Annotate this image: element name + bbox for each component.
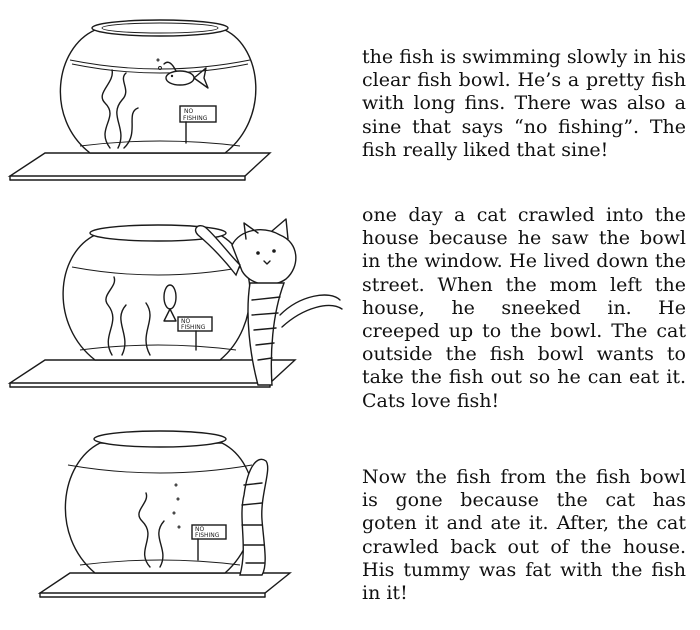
svg-text:FISHING: FISHING	[195, 532, 220, 539]
illustration-empty-bowl	[0, 425, 350, 625]
fishbowl-drawing-2	[0, 205, 350, 405]
fishbowl	[60, 30, 255, 153]
svg-text:NO: NO	[181, 318, 191, 325]
bowl-rim	[94, 431, 226, 447]
svg-text:NO: NO	[195, 526, 205, 533]
story-paragraph-2: one day a cat crawled into the house because he saw the bowl in the window. He lived down the street. When the mom left the house, he sneeked in. He creeped up to the bowl. The cat outside the fish bowl wants to take the fish out so he can eat it. Cats love fish!	[362, 204, 686, 412]
svg-text:NO: NO	[184, 108, 194, 115]
fishbowl	[65, 443, 254, 573]
bowl-rim	[92, 20, 228, 36]
fishbowl-drawing-1	[0, 8, 350, 208]
illustration-fish-in-bowl	[0, 8, 350, 208]
illustration-cat-and-bowl	[0, 205, 350, 405]
story-paragraph-1: the fish is swimming slowly in his clear fish bowl. He’s a pretty fish with long fins. There was also a sine that says “no fishing”. The fish really liked that sine!	[362, 46, 686, 161]
svg-text:FISHING: FISHING	[181, 324, 206, 331]
story-paragraph-3: Now the fish from the fish bowl is gone because the cat has goten it and ate it. After, the cat crawled back out of the house. His tummy was fat with the fish in it!	[362, 466, 686, 605]
fish	[166, 71, 194, 85]
shelf	[10, 153, 270, 176]
fishbowl-drawing-3	[0, 425, 350, 625]
svg-text:FISHING: FISHING	[183, 115, 208, 122]
